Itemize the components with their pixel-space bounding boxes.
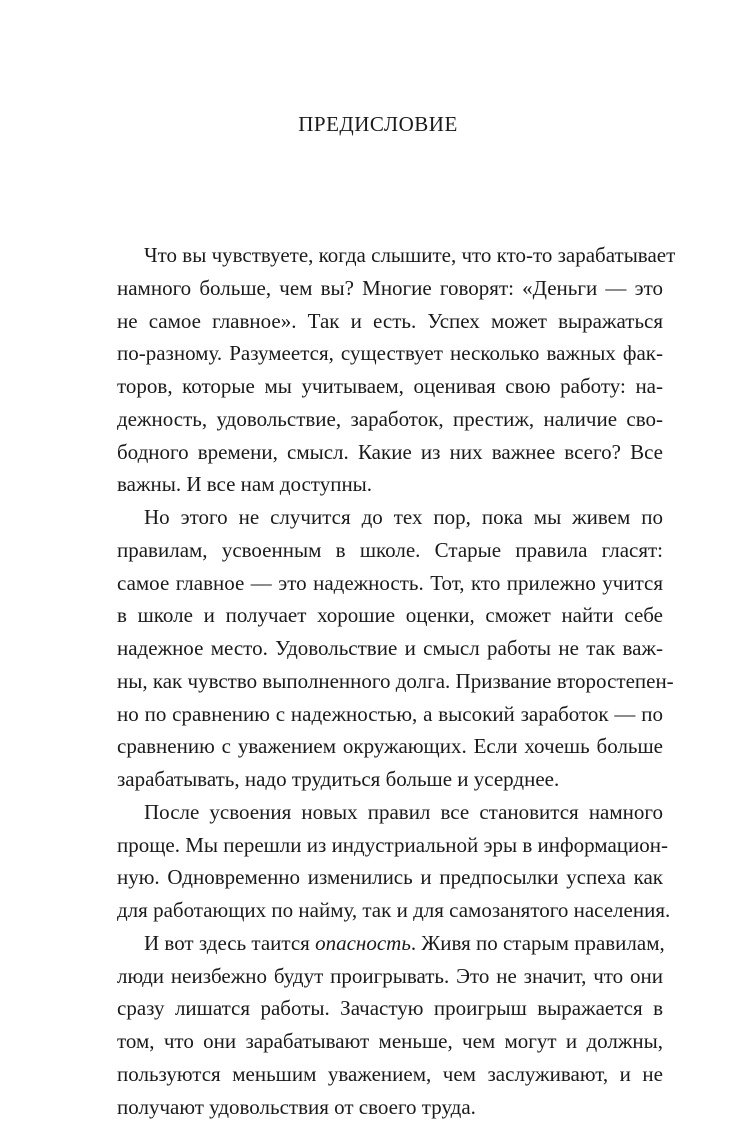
- text-line: проще. Мы перешли из индустриальной эры в информацион-: [117, 829, 663, 862]
- text-line: ны, как чувство выполненного долга. Призвание второстепен-: [117, 665, 663, 698]
- page-title: ПРЕДИСЛОВИЕ: [0, 112, 756, 137]
- text-line: [117, 927, 663, 960]
- text-line: важны. И все нам доступны.: [117, 468, 663, 501]
- text-line: люди неизбежно будут проигрывать. Это не значит, что они: [117, 960, 663, 993]
- text-line: Что вы чувствуете, когда слышите, что кто-то зарабатывает: [117, 239, 663, 272]
- text-line: том, что они зарабатывают меньше, чем могут и должны,: [117, 1025, 663, 1058]
- text-line: дежность, удовольствие, заработок, престиж, наличие сво-: [117, 403, 663, 436]
- text-segment: . Живя по старым правилам,: [411, 931, 665, 955]
- text-line: по-разному. Разумеется, существует несколько важных фак-: [117, 337, 663, 370]
- text-line: ную. Одновременно изменились и предпосылки успеха как: [117, 861, 663, 894]
- text-line: не самое главное». Так и есть. Успех может выражаться: [117, 305, 663, 338]
- emphasized-word: опасность: [315, 931, 411, 955]
- text-segment: И вот здесь таится: [144, 931, 315, 955]
- text-line: для работающих по найму, так и для самозанятого населения.: [117, 894, 663, 927]
- preface-text: [117, 239, 663, 1123]
- text-line: но по сравнению с надежностью, а высокий заработок — по: [117, 698, 663, 731]
- text-line: торов, которые мы учитываем, оценивая свою работу: на-: [117, 370, 663, 403]
- text-line: Но этого не случится до тех пор, пока мы живем по: [117, 501, 663, 534]
- text-line: самое главное — это надежность. Тот, кто прилежно учится: [117, 567, 663, 600]
- text-line: сразу лишатся работы. Зачастую проигрыш выражается в: [117, 992, 663, 1025]
- text-line: в школе и получает хорошие оценки, сможет найти себе: [117, 599, 663, 632]
- text-line: пользуются меньшим уважением, чем заслуживают, и не: [117, 1058, 663, 1091]
- text-line: сравнению с уважением окружающих. Если хочешь больше: [117, 730, 663, 763]
- text-line: намного больше, чем вы? Многие говорят: «Деньги — это: [117, 272, 663, 305]
- text-line: правилам, усвоенным в школе. Старые правила гласят:: [117, 534, 663, 567]
- text-line: надежное место. Удовольствие и смысл работы не так важ-: [117, 632, 663, 665]
- text-line: получают удовольствия от своего труда.: [117, 1091, 663, 1123]
- text-line: зарабатывать, надо трудиться больше и усерднее.: [117, 763, 663, 796]
- text-line: После усвоения новых правил все становится намного: [117, 796, 663, 829]
- text-line: бодного времени, смысл. Какие из них важнее всего? Все: [117, 436, 663, 469]
